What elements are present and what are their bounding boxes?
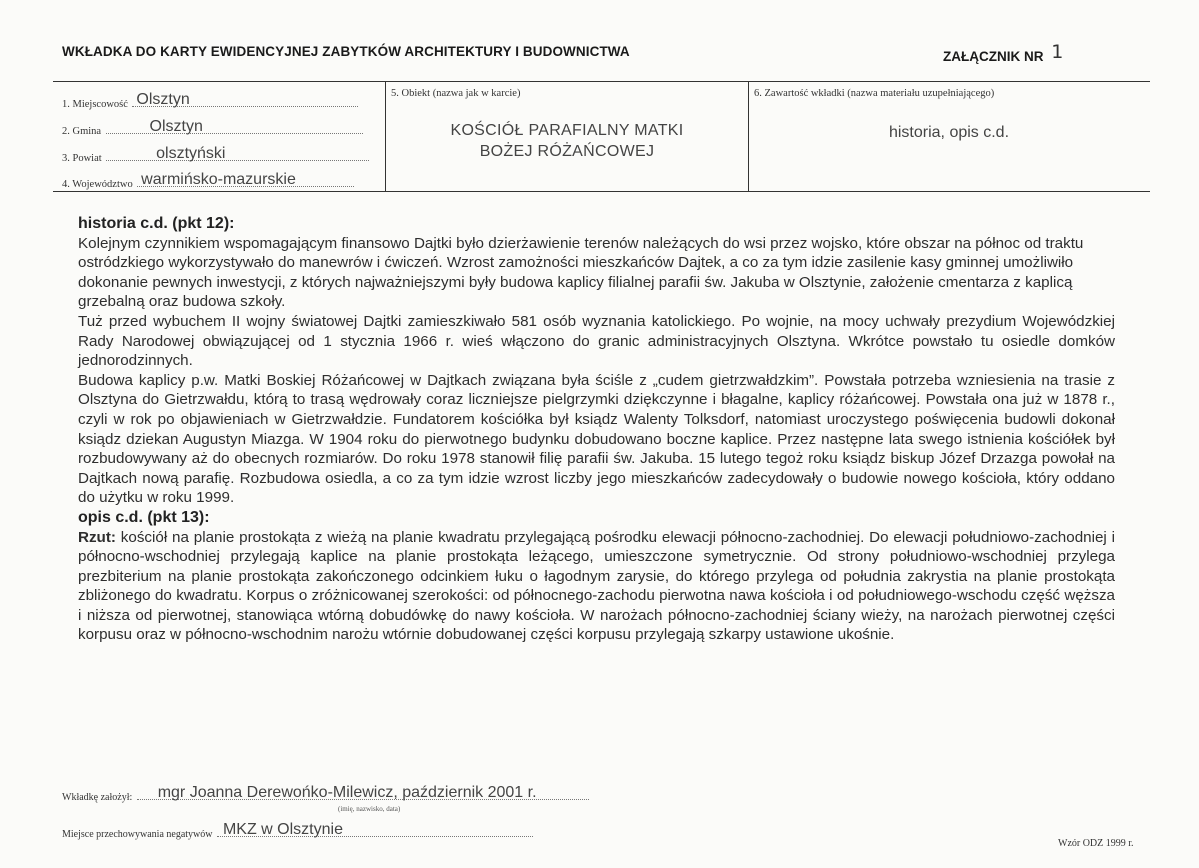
history-heading: historia c.d. (pkt 12): bbox=[78, 215, 235, 232]
location-field bbox=[137, 172, 354, 187]
rzut-label: Rzut: bbox=[78, 528, 116, 546]
storage-value: MKZ w Olsztynie bbox=[222, 821, 343, 838]
description-heading: opis c.d. (pkt 13): bbox=[78, 508, 210, 526]
form-code: Wzór ODZ 1999 r. bbox=[1058, 838, 1134, 849]
rzut-text: kościół na planie prostokąta z wieżą na planie kwadratu przylegającą pośrodku elewacji północno-zachodniej. Do elewacji południowo-zachodniej i północno-wschodniej przylegają kaplice na planie prostokąta leżącego, umieszczone symetrycznie. Od strony południowo-wschodniej przylega prezbiterium na planie prostokąta zakończonego odcinkiem łuku o łagodnym zarysie, do którego przylega od południa zakrystia na planie prostokąta zbliżonego do kwadratu. Korpus o zróżnicowanej szerokości: od północnego-zachodu pierwotna nawa kościoła i od południowego-wschodu część węższa i niższa od pierwotnej, stanowiąca wtórną dobudówkę do nawy kościoła. W narożach północno-zachodniej ściany wieży, na narożach pierwotnej części korpusu oraz w północno-wschodnim narożu wtórnie dobudowanej części korpusu przylegają szkarpy ustawione ukośnie. bbox=[78, 528, 1115, 644]
history-paragraph: Kolejnym czynnikiem wspomagającym finansowo Dajtki było dzierżawienie terenów należących do wsi przez wojsko, które obszar na północ od traktu ostródzkiego wykorzystywało do manewrów i ćwiczeń. Wzrost zamożności mieszkańców Dajtek, a co za tym idzie zasilenie kasy gminnej umożliwiło dokonanie pewnych inwestycji, z których najważniejszymi były budowa kaplicy filialnej parafii św. Jakuba w Olsztynie, założenie cmentarza z kaplicą grzebalną oraz budowa szkoły. bbox=[78, 234, 1084, 311]
location-field bbox=[106, 119, 363, 134]
author-row bbox=[62, 784, 589, 813]
attachment-number-value: 1 bbox=[1051, 41, 1064, 63]
author-field bbox=[137, 785, 589, 800]
author-value: mgr Joanna Derewońko-Milewicz, październik 2001 r. bbox=[157, 784, 537, 801]
author-label: Wkładkę założył: bbox=[62, 792, 133, 803]
location-label: 1. Miejscowość bbox=[62, 99, 128, 110]
history-paragraph: Tuż przed wybuchem II wojny światowej Dajtki zamieszkiwało 581 osób wyznania katolickiego. Po wojnie, na mocy uchwały prezydium Wojewódzkiej Rady Narodowej obwiązującej od 1 stycznia 1966 r. wieś włączono do granic administracyjnych Olsztyna. Wkrótce powstało tu osiedle domków jednorodzinnych. bbox=[78, 312, 1115, 370]
object-name bbox=[386, 120, 748, 162]
location-field bbox=[106, 146, 369, 161]
storage-row bbox=[62, 822, 533, 842]
location-label: 3. Powiat bbox=[62, 153, 102, 164]
attachment-number bbox=[943, 41, 1064, 66]
location-row-powiat bbox=[62, 146, 369, 166]
location-row-wojewodztwo bbox=[62, 172, 354, 192]
location-row-gmina bbox=[62, 119, 363, 139]
content-value: historia, opis c.d. bbox=[888, 124, 1010, 141]
attachment-label: ZAŁĄCZNIK NR bbox=[943, 49, 1044, 64]
location-value: Olsztyn bbox=[149, 118, 203, 135]
rzut-paragraph bbox=[78, 528, 1115, 646]
form-title: WKŁADKA DO KARTY EWIDENCYJNEJ ZABYTKÓW ARCHITEKTURY I BUDOWNICTWA bbox=[62, 44, 630, 59]
location-value: warmińsko-mazurskie bbox=[141, 171, 296, 188]
storage-field bbox=[217, 822, 533, 837]
storage-label: Miejsce przechowywania negatywów bbox=[62, 829, 213, 840]
object-label: 5. Obiekt (nazwa jak w karcie) bbox=[391, 88, 521, 99]
history-paragraph: Budowa kaplicy p.w. Matki Boskiej Różańcowej w Dajtkach związana była ściśle z „cudem gietrzwałdzkim”. Powstała potrzeba wzniesienia na trasie z Olsztyna do Gietrzwałdu, którą to trasą wędrowały coraz liczniejsze pielgrzymki dziękczynne i błagalne, kaplicy różańcowej. Powstała ona już w 1878 r., czyli w rok po objawieniach w Gietrzwałdzie. Fundatorem kościółka był ksiądz Walenty Tolksdorf, natomiast uroczystego poświęcenia budowli dokonał ksiądz dziekan Augustyn Miazga. W 1904 roku do pierwotnego budynku dobudowano boczne kaplice. Przez następne lata swego istnienia kościółek był rozbudowywany aż do obecnych rozmiarów. Do roku 1978 stanowił filię parafii św. Jakuba. 15 lutego tegoż roku ksiądz biskup Józef Drzazga powołał na Dajtkach nową parafię. Rozbudowa osiedla, a co za tym idzie wzrost liczby jego mieszkańców zadecydowały o budowie nowego kościoła, który oddano do użytku w roku 1999. bbox=[78, 371, 1115, 507]
location-value: Olsztyn bbox=[136, 91, 190, 108]
location-value: olsztyński bbox=[156, 145, 226, 162]
document-body bbox=[78, 214, 1115, 645]
author-sublabel: (imię, nazwisko, data) bbox=[338, 805, 401, 813]
location-field bbox=[132, 92, 358, 107]
location-label: 4. Województwo bbox=[62, 179, 133, 190]
content-label: 6. Zawartość wkładki (nazwa materiału uzupełniającego) bbox=[754, 88, 995, 99]
location-label: 2. Gmina bbox=[62, 126, 102, 137]
location-row-miejscowosc bbox=[62, 92, 358, 112]
object-name-line2: BOŻEJ RÓŻAŃCOWEJ bbox=[479, 143, 655, 160]
table-top-rule bbox=[53, 81, 1150, 82]
object-name-line1: KOŚCIÓŁ PARAFIALNY MATKI bbox=[450, 122, 684, 139]
